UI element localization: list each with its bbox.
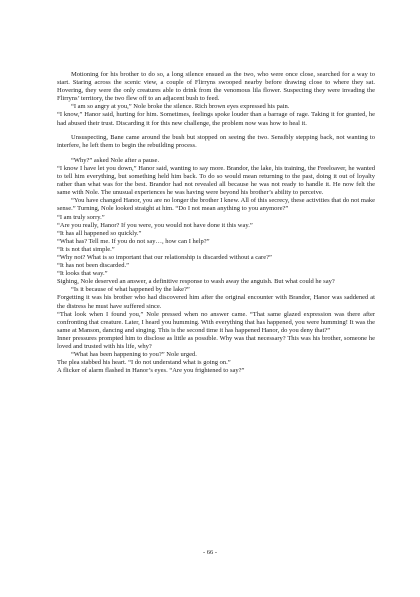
paragraph: “It has all happened so quickly.” [57,229,142,237]
paragraph: “I am so angry at you,” Nole broke the silence. Rich brown eyes expressed his pain. [71,103,290,111]
paragraph: “It is not that simple.” [57,245,115,253]
paragraph: “I know,” Hanor said, hurting for him. Sometimes, feelings spoke louder than a barrage of rage. Taking it for granted, he had abused their trust. Discarding it for this new challenge, the problem now was how to heal it. [57,111,375,127]
paragraph: “It looks that way.” [57,270,108,278]
paragraph: Unsuspecting, Bane came around the bush but stopped on seeing the two. Sensibly stepping back, not wanting to interfere, he left them to begin the rebuilding process. [57,134,375,150]
page-number: - 66 - [202,549,218,556]
paragraph: “What has? Tell me. If you do not say…, how can I help?” [57,237,210,245]
paragraph: Motioning for his brother to do so, a long silence ensued as the two, who were once close, searched for a way to start. Staring across the scenic view, a couple of Flirryns swooped nearby before drawing close to where they sat. Hovering, they were the only creatures able to drink from the venomous lila flower. Suspecting they were invading the Flirryns’ territory, the two flew off to an adjacent bush to feed. [57,71,375,103]
paragraph: “Why not? What is so important that our relationship is discarded without a care?” [57,253,272,261]
paragraph: Sighing, Nole deserved an answer, a definitive response to wash away the anguish. But what could he say? [57,278,335,286]
paragraph: Inner pressures prompted him to disclose as little as possible. Why was that necessary? This was his brother, someone he loved and trusted with his life, why? [57,334,375,350]
paragraph: The plea stabbed his heart. “I do not understand what is going on.” [57,359,231,367]
paragraph: “Is it because of what happened by the lake?” [71,286,190,294]
paragraph: “What has been happening to you?” Nole urged. [71,351,197,359]
paragraph: Forgetting it was his brother who had discovered him after the original encounter with Brandor, Hanor was saddened at the distress he must have suffered since. [57,294,375,310]
paragraph: “You have changed Hanor, you are no longer the brother I knew. All of this secrecy, these activities that do not make sense.” Turning, Nole looked straight at him. “Do I not mean anything to you anymore?” [57,197,375,213]
paragraph: “That look when I found you,” Nole pressed when no answer came. “That same glazed expression was there after confronting that creature. Later, I heard you humming. With everything that has happened, you were humming! It was the same at Manson, dancing and singing. This is the second time it has happened Hanor, do you deny that?” [57,310,375,334]
paragraph: “I know I have let you down,” Hanor said, wanting to say more. Brandor, the lake, his training, the Freeloaver, he wanted to tell him everything, but something held him back. To do so would mean returning to the past, doing it out of loyalty rather than what was for the best. Brandor had not revealed all because he was not ready to handle it. He now felt the same with Nole. The unusual experiences he was having were beyond his brother’s ability to perceive. [57,164,375,197]
paragraph: A flicker of alarm flashed in Hanor’s eyes. “Are you frightened to say?” [57,367,245,375]
paragraph: “Why?” asked Nole after a pause. [71,156,160,164]
paragraph: “It has not been discarded.” [57,262,130,270]
paragraph: “Are you really, Hanor? If you were, you would not have done it this way.” [57,221,253,229]
body-text [57,71,375,375]
paragraph: “I am truly sorry.” [57,213,105,221]
